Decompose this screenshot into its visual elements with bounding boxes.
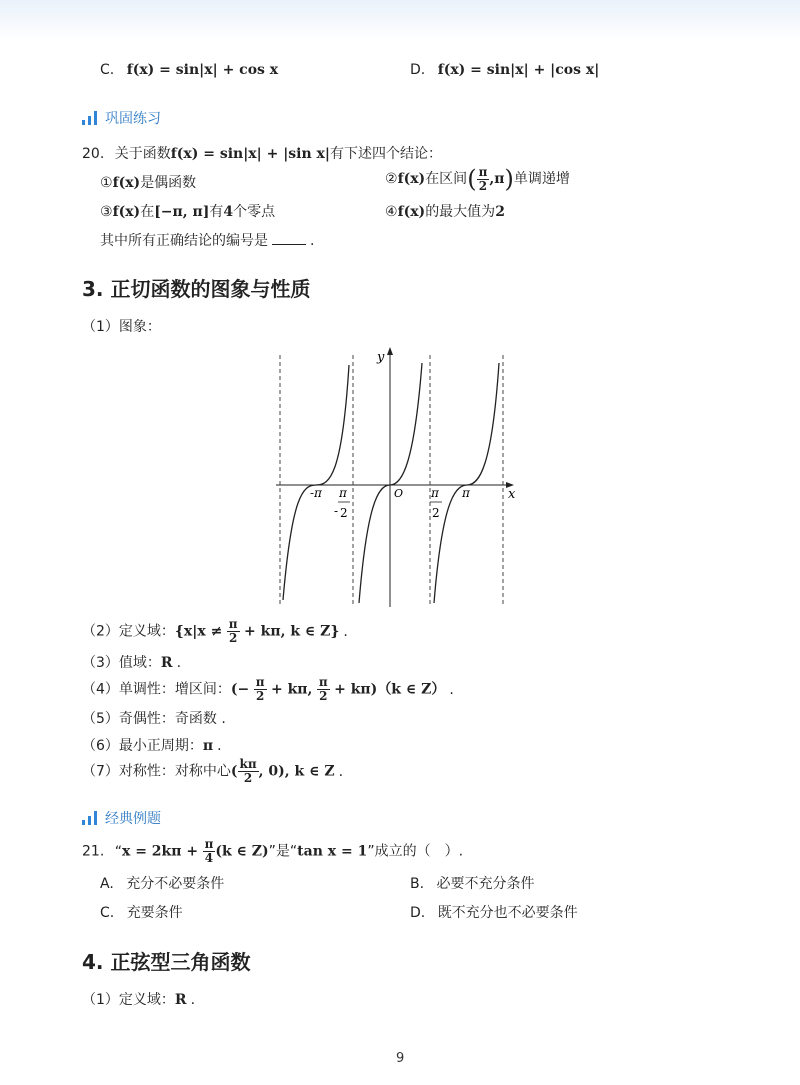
statement-marker: ④ bbox=[385, 204, 398, 220]
y-label: y bbox=[377, 350, 385, 365]
statement-4 bbox=[385, 201, 505, 221]
center-expression: , 0) bbox=[258, 763, 285, 780]
option-text: 既不充分也不必要条件 bbox=[437, 905, 578, 921]
k-condition: （k ∈ Z） bbox=[377, 681, 446, 698]
practice-heading bbox=[82, 108, 161, 128]
fraction: $\frac{\pi}{4}$ bbox=[204, 837, 214, 865]
condition-expression: tan x = 1 bbox=[297, 843, 368, 860]
option-a[interactable] bbox=[100, 873, 224, 893]
answer-blank[interactable] bbox=[272, 244, 306, 245]
tan-branch-left bbox=[283, 365, 349, 600]
period: . bbox=[338, 763, 344, 780]
question-text: 有下述四个结论： bbox=[330, 146, 442, 162]
section-4-item-1 bbox=[82, 989, 195, 1009]
k-condition: , k ∈ Z bbox=[284, 763, 335, 780]
item-label: （6）最小正周期： bbox=[82, 738, 203, 754]
paren-open: ( bbox=[467, 165, 477, 193]
zero-count: 4 bbox=[223, 204, 234, 220]
bar-chart-icon bbox=[82, 811, 99, 825]
interval-expression: + kπ) bbox=[334, 681, 378, 698]
page-number: 9 bbox=[396, 1051, 405, 1066]
y-axis-arrow bbox=[387, 347, 393, 355]
practice-heading-text: 巩固练习 bbox=[105, 110, 161, 126]
option-label: A. bbox=[100, 876, 114, 892]
statement-text: 个零点 bbox=[233, 204, 276, 220]
period: . bbox=[343, 623, 348, 640]
option-label: B. bbox=[410, 876, 425, 892]
option-text: 充要条件 bbox=[126, 905, 183, 921]
fraction: $\frac{k\pi}{2}$ bbox=[239, 757, 257, 785]
section-4-title: 4. 正弦型三角函数 bbox=[82, 950, 251, 974]
interval-expression: + kπ, bbox=[270, 681, 313, 698]
fraction: $\frac{\pi}{2}$ bbox=[478, 164, 488, 193]
tick-neg-sign: - bbox=[334, 504, 339, 518]
statement-3 bbox=[100, 201, 275, 221]
statement-text: 单调递增 bbox=[513, 171, 570, 187]
statement-expression: f(x) bbox=[112, 204, 141, 220]
option-label: C. bbox=[100, 62, 115, 78]
period: . bbox=[176, 655, 182, 671]
option-b[interactable] bbox=[410, 873, 535, 893]
question-text: 关于函数 bbox=[114, 146, 171, 162]
condition-expression: (k ∈ Z) bbox=[215, 843, 269, 860]
option-c bbox=[100, 62, 278, 78]
statement-text: 在区间 bbox=[425, 171, 468, 187]
option-text: 充分不必要条件 bbox=[126, 876, 225, 892]
example-heading-text: 经典例题 bbox=[105, 810, 161, 826]
period-value: π bbox=[202, 738, 214, 754]
statement-expression: f(x) bbox=[397, 171, 426, 187]
item-label: （7）对称性：对称中心 bbox=[82, 763, 231, 780]
section-3-title: 3. 正切函数的图象与性质 bbox=[82, 277, 311, 301]
section-3-item-5: （5）奇偶性：奇函数 . bbox=[82, 711, 226, 727]
option-text: 必要不充分条件 bbox=[436, 876, 535, 892]
statement-text: 在 bbox=[140, 204, 155, 220]
question-number: 20. bbox=[82, 146, 105, 162]
statement-text: 的最大值为 bbox=[425, 204, 496, 220]
option-expression: f(x) = sin|x| + |cos x| bbox=[437, 62, 600, 78]
statement-1 bbox=[100, 172, 196, 192]
tick-half-pi-num: π bbox=[431, 486, 439, 500]
condition-expression: x = 2kπ + bbox=[121, 843, 199, 860]
period: . bbox=[190, 992, 196, 1008]
tangent-graph bbox=[270, 345, 520, 610]
fraction: $\frac{\pi}{2}$ bbox=[318, 675, 328, 703]
domain-expression: {x|x ≠ bbox=[174, 623, 223, 640]
section-3-item-7 bbox=[82, 758, 343, 785]
domain-value: R bbox=[174, 992, 187, 1008]
statement-marker: ③ bbox=[100, 204, 113, 220]
period: . bbox=[217, 738, 222, 754]
final-text: 其中所有正确结论的编号是 bbox=[100, 233, 268, 249]
statement-marker: ② bbox=[385, 171, 398, 187]
bar-chart-icon bbox=[82, 111, 99, 125]
statement-expression: f(x) bbox=[397, 204, 426, 220]
interval-expression: (− bbox=[230, 681, 250, 698]
option-expression: f(x) = sin|x| + cos x bbox=[126, 62, 279, 78]
option-c[interactable] bbox=[100, 902, 183, 922]
option-label: C. bbox=[100, 905, 115, 921]
item-label: （4）单调性：增区间： bbox=[82, 681, 231, 698]
tick-neg-half-pi-num: π bbox=[339, 486, 347, 500]
item-label: （2）定义域： bbox=[82, 623, 175, 640]
tick-pi: π bbox=[462, 486, 470, 500]
question-number: 21. bbox=[82, 843, 105, 860]
x-label: x bbox=[508, 487, 516, 502]
center-expression: ( bbox=[230, 763, 238, 780]
section-3-item-2 bbox=[82, 618, 348, 645]
section-3-item-1: （1）图象： bbox=[82, 319, 161, 335]
header-band bbox=[0, 0, 800, 40]
period: . bbox=[310, 233, 315, 249]
question-text: ”成立的（ ）. bbox=[367, 843, 464, 860]
option-d bbox=[410, 62, 599, 78]
question-20-stem bbox=[82, 143, 442, 163]
statement-expression: f(x) bbox=[112, 175, 141, 191]
option-d[interactable] bbox=[410, 902, 578, 922]
option-label: D. bbox=[410, 905, 426, 921]
period: . bbox=[449, 681, 454, 698]
item-label: （3）值域： bbox=[82, 655, 161, 671]
statement-marker: ① bbox=[100, 175, 113, 191]
fraction: $\frac{\pi}{2}$ bbox=[228, 617, 238, 645]
question-21-stem bbox=[82, 838, 463, 865]
tick-half-pi-den: 2 bbox=[432, 506, 440, 520]
section-3-item-6 bbox=[82, 735, 222, 755]
question-20-final bbox=[100, 230, 314, 250]
domain-expression: + kπ, k ∈ Z} bbox=[244, 623, 340, 640]
tick-neg-pi: -π bbox=[310, 486, 322, 500]
option-label: D. bbox=[410, 62, 426, 78]
question-text: ”是“ bbox=[268, 843, 298, 860]
section-3-item-3 bbox=[82, 652, 181, 672]
tick-neg-half-pi-den: 2 bbox=[340, 506, 348, 520]
item-label: （1）定义域： bbox=[82, 992, 175, 1008]
tan-branch-right bbox=[434, 363, 499, 603]
section-3-item-4 bbox=[82, 676, 454, 703]
interval-end: ,π bbox=[489, 171, 505, 187]
range-value: R bbox=[160, 655, 173, 671]
statement-2 bbox=[385, 165, 570, 193]
statement-text: 是偶函数 bbox=[140, 175, 197, 191]
quote-open: “ bbox=[114, 843, 122, 860]
paren-close: ) bbox=[504, 165, 514, 193]
example-heading bbox=[82, 808, 161, 828]
function-expression: f(x) = sin|x| + |sin x| bbox=[170, 146, 330, 162]
interval-expression: [−π, π] bbox=[154, 204, 210, 220]
origin-label: O bbox=[394, 487, 404, 500]
statement-text: 有 bbox=[209, 204, 224, 220]
fraction: $\frac{\pi}{2}$ bbox=[255, 675, 265, 703]
max-value: 2 bbox=[495, 204, 505, 220]
